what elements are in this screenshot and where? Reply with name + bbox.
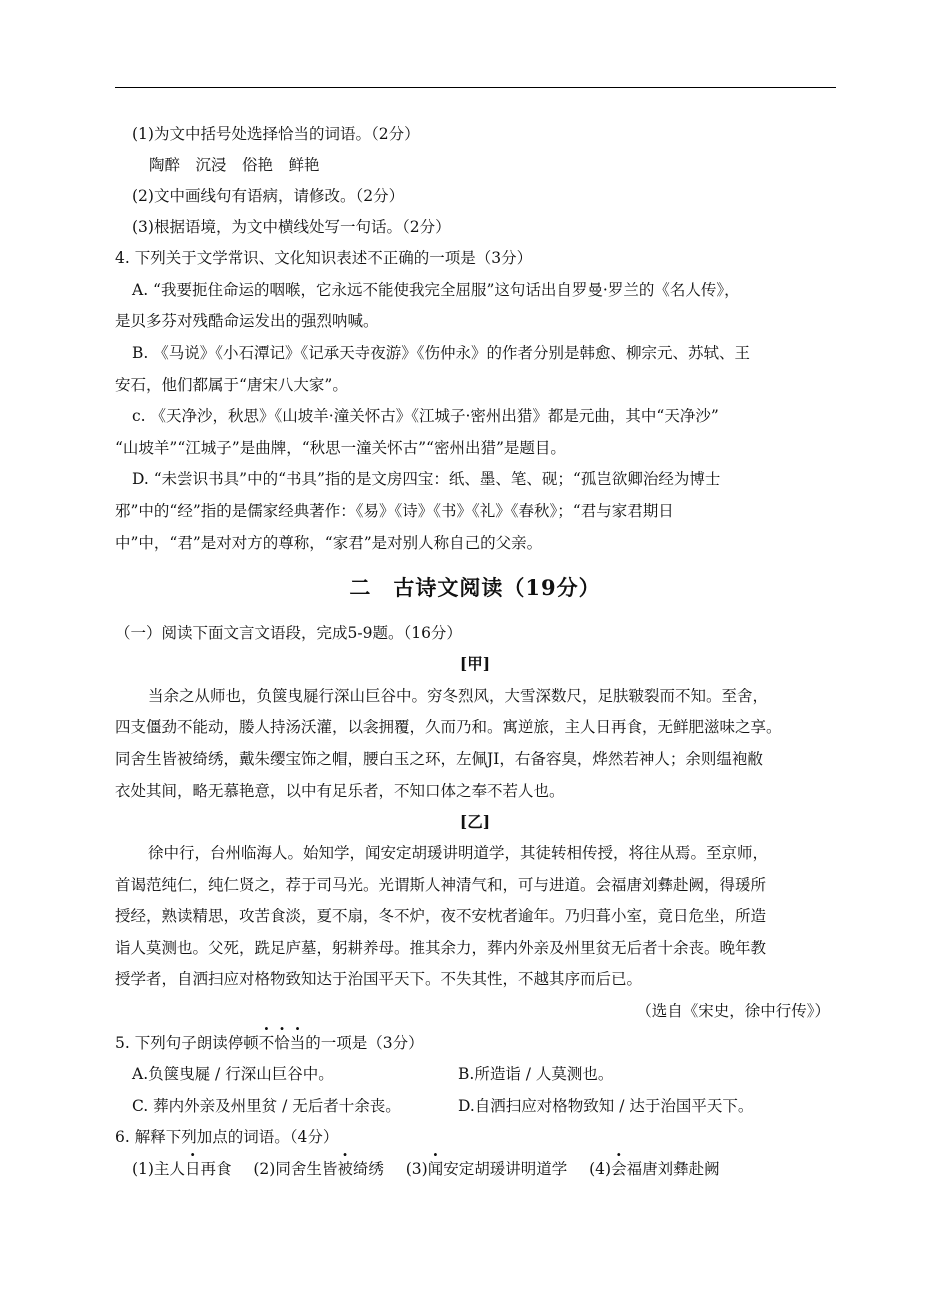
q5-stem xyxy=(115,1033,424,1053)
q5-option-d: D.自洒扫应对格物致知 / 达于治国平天下。 xyxy=(458,1097,754,1115)
q4-stem: 4. 下列关于文学常识、文化知识表述不正确的一项是（3分） xyxy=(115,249,533,267)
passage-yi-line1: 徐中行，台州临海人。始知学，闻安定胡瑗讲明道学，其徒转相传授，将往从焉。至京师， xyxy=(148,844,769,862)
section-one-intro: （一）阅读下面文言文语段，完成5-9题。（16分） xyxy=(115,624,462,642)
passage-yi-label: [乙] xyxy=(459,812,491,831)
q4-option-b-line2: 安石，他们都属于“唐宋八大家”。 xyxy=(115,376,348,394)
q6-item-3 xyxy=(406,1160,568,1178)
q3-3: (3)根据语境，为文中横线处写一句话。（2分） xyxy=(132,218,451,236)
passage-yi-line5: 授学者，自洒扫应对格物致知达于治国平天下。不失其性，不越其序而后已。 xyxy=(115,970,643,988)
q6-item-text: (3) xyxy=(405,1160,428,1178)
q5-stem-after: 的一项是（3分） xyxy=(305,1034,424,1052)
emphasis-char: 当 xyxy=(289,1034,306,1052)
q6-item-text: 再食 xyxy=(200,1160,232,1178)
q4-option-d-line3: 中”中，“君”是对对方的尊称，“家君”是对别人称自己的父亲。 xyxy=(115,534,543,552)
q4-option-c-line1: c. 《天净沙，秋思》《山坡羊·潼关怀古》《江城子·密州出猎》都是元曲，其中“天净沙” xyxy=(132,407,719,425)
q5-stem-before: 5. 下列句子朗读停顿 xyxy=(115,1034,259,1052)
q3-2: (2)文中画线句有语病，请修改。（2分） xyxy=(132,187,405,205)
passage-jia-label: [甲] xyxy=(459,654,491,673)
passage-yi-line2: 首谒范纯仁，纯仁贤之，荐于司马光。光谓斯人神清气和，可与进道。会福唐刘彝赴阙，得瑗所 xyxy=(115,876,767,894)
q3-1: (1)为文中括号处选择恰当的词语。（2分） xyxy=(132,125,420,143)
emphasis-char: 闻 xyxy=(427,1160,444,1178)
header-rule xyxy=(115,87,836,88)
q6-item-text: (1)主人 xyxy=(132,1160,185,1178)
q6-item-text: 安定胡瑗讲明道学 xyxy=(443,1160,568,1178)
emphasis-char: 日 xyxy=(184,1160,201,1178)
q6-item-text: 福唐刘彝赴阙 xyxy=(626,1160,720,1178)
passage-yi-line3: 授经，熟读精思，攻苦食淡，夏不扇，冬不炉，夜不安枕者逾年。乃归葺小室，竟日危坐，所造 xyxy=(115,907,767,925)
passage-source: （选自《宋史，徐中行传》） xyxy=(636,1002,830,1020)
q5-option-c: C. 葬内外亲及州里贫 / 无后者十余丧。 xyxy=(132,1097,401,1115)
q6-item-1 xyxy=(132,1160,232,1178)
q6-stem: 6. 解释下列加点的词语。（4分） xyxy=(115,1128,339,1146)
q4-option-a-line2: 是贝多芬对残酷命运发出的强烈呐喊。 xyxy=(115,312,379,330)
q6-item-4 xyxy=(589,1160,720,1178)
q4-option-d-line1: D. “未尝识书具”中的“书具”指的是文房四宝：纸、墨、笔、砚；“孤岂欲卿治经为博士 xyxy=(132,470,721,488)
passage-jia-line2: 四支僵劲不能动，媵人持汤沃灌，以衾拥覆，久而乃和。寓逆旅，主人日再食，无鲜肥滋味之享。 xyxy=(115,718,782,736)
q6-item-text: 绮绣 xyxy=(352,1160,384,1178)
emphasis-char: 不 xyxy=(258,1034,275,1052)
q4-option-d-line2: 邪”中的“经”指的是儒家经典著作：《易》《诗》《书》《礼》《春秋》；“君与家君期日 xyxy=(115,502,674,520)
q6-item-2 xyxy=(253,1160,384,1178)
q5-option-a: A.负箧曳屣 / 行深山巨谷中。 xyxy=(132,1065,334,1083)
q4-option-b-line1: B. 《马说》《小石潭记》《记承天寺夜游》《伤仲永》的作者分别是韩愈、柳宗元、苏轼、王 xyxy=(132,344,750,362)
q6-items xyxy=(132,1159,720,1179)
passage-jia-line3: 同舍生皆被绮绣，戴朱缨宝饰之帽，腰白玉之环，左佩JI，右备容臭，烨然若神人；余则缊袍敝 xyxy=(115,750,763,768)
section-title: 二 古诗文阅读（19分） xyxy=(349,575,601,600)
q6-item-text: (2)同舍生皆 xyxy=(253,1160,338,1178)
passage-yi-line4: 诣人莫测也。父死，跣足庐墓，躬耕养母。推其余力，葬内外亲及州里贫无后者十余丧。晚年教 xyxy=(115,939,767,957)
q4-option-c-line2: “山坡羊”“江城子”是曲牌，“秋思一潼关怀古”“密州出猎”是题目。 xyxy=(115,439,566,457)
emphasis-char: 被 xyxy=(337,1160,353,1178)
q6-item-text: (4) xyxy=(589,1160,612,1178)
emphasis-char: 恰 xyxy=(274,1034,290,1052)
emphasis-char: 会 xyxy=(611,1160,627,1178)
q3-1-options: 陶醉 沉浸 俗艳 鲜艳 xyxy=(149,156,320,174)
passage-jia-line4: 衣处其间，略无慕艳意，以中有足乐者，不知口体之奉不若人也。 xyxy=(115,782,565,800)
q5-option-b: B.所造诣 / 人莫测也。 xyxy=(458,1065,614,1083)
passage-jia-line1: 当余之从师也，负箧曳屣行深山巨谷中。穷冬烈风，大雪深数尺，足肤皲裂而不知。至舍， xyxy=(148,687,769,705)
q4-option-a-line1: A. “我要扼住命运的咽喉，它永远不能使我完全屈服”这句话出自罗曼·罗兰的《名人传》， xyxy=(132,281,740,299)
